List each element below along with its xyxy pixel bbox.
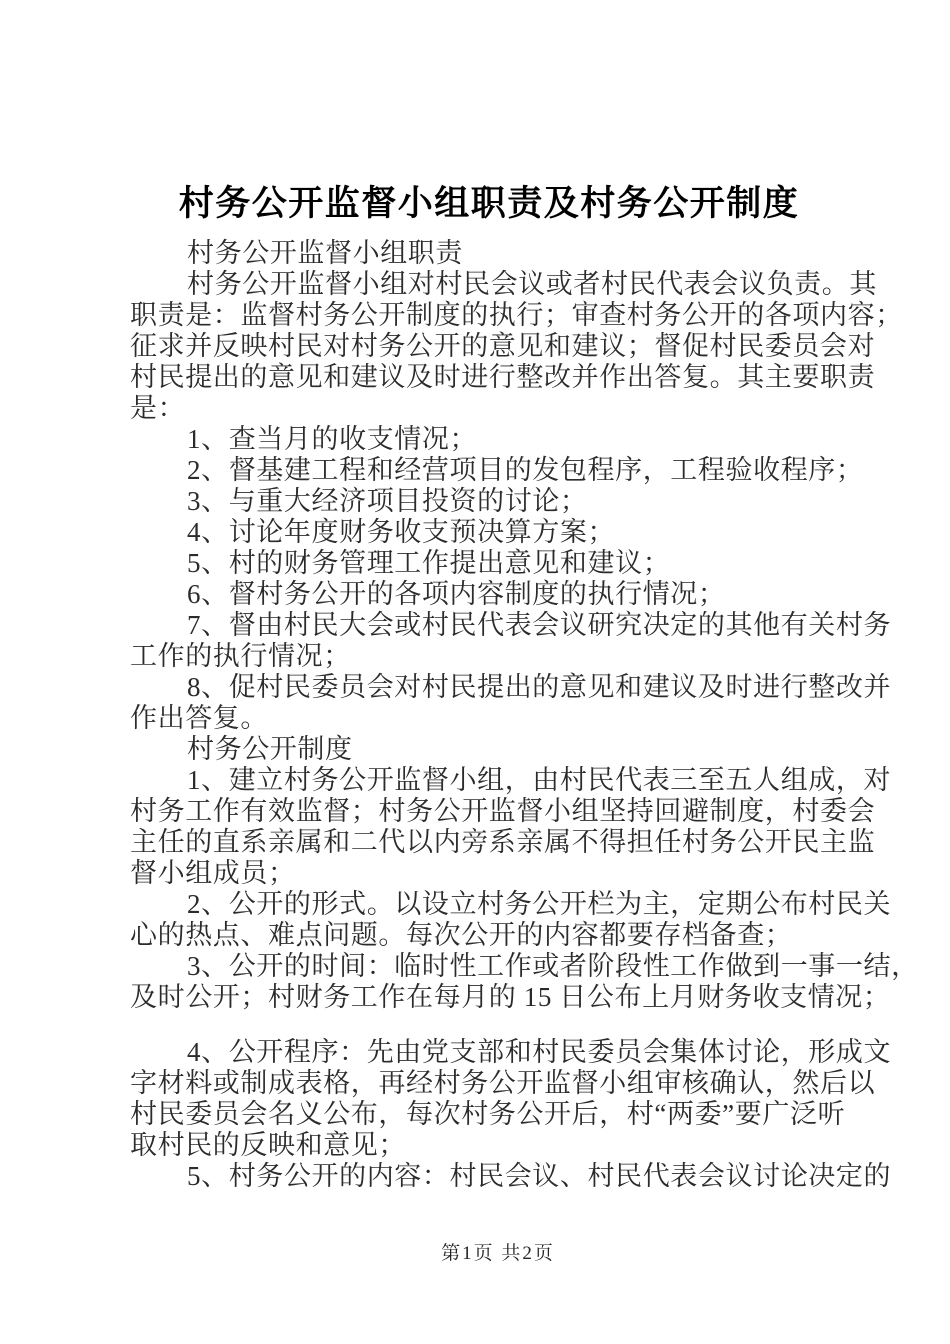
text-line: 6、督村务公开的各项内容制度的执行情况； [187, 579, 726, 609]
text-line: 4、讨论年度财务收支预决算方案； [187, 517, 616, 547]
text-line: 村务工作有效监督；村务公开监督小组坚持回避制度，村委会 [130, 796, 876, 826]
text-line: 及时公开；村财务工作在每月的 15 日公布上月财务收支情况； [130, 982, 891, 1012]
text-line: 3、与重大经济项目投资的讨论； [187, 486, 588, 516]
text-line: 是： [130, 393, 186, 423]
text-line: 职责是：监督村务公开制度的执行；审查村务公开的各项内容； [130, 300, 903, 330]
text-line: 3、公开的时间：临时性工作或者阶段性工作做到一事一结， [187, 951, 919, 981]
text-line: 村民提出的意见和建议及时进行整改并作出答复。其主要职责 [130, 362, 876, 392]
page-title: 村务公开监督小组职责及村务公开制度 [178, 184, 800, 223]
text-line: 工作的执行情况； [130, 641, 351, 671]
text-line: 村民委员会名义公布，每次村务公开后，村“两委”要广泛听 [130, 1099, 846, 1129]
text-line: 作出答复。 [130, 703, 268, 733]
text-line: 督小组成员； [130, 858, 296, 888]
paragraph-gap [130, 1013, 870, 1037]
text-line: 村务公开制度 [187, 734, 353, 764]
text-line: 2、公开的形式。以设立村务公开栏为主，定期公布村民关 [187, 889, 892, 919]
text-line: 村务公开监督小组对村民会议或者村民代表会议负责。其 [187, 269, 877, 299]
text-line: 征求并反映村民对村务公开的意见和建议；督促村民委员会对 [130, 331, 876, 361]
text-line: 8、促村民委员会对村民提出的意见和建议及时进行整改并 [187, 672, 892, 702]
text-line: 7、督由村民大会或村民代表会议研究决定的其他有关村务 [187, 610, 892, 640]
text-line: 村务公开监督小组职责 [187, 238, 463, 268]
document-body [130, 238, 919, 1192]
text-line: 心的热点、难点问题。每次公开的内容都要存档备查； [130, 920, 793, 950]
text-line: 5、村的财务管理工作提出意见和建议； [187, 548, 671, 578]
text-line: 字材料或制成表格，再经村务公开监督小组审核确认，然后以 [130, 1068, 876, 1098]
text-line: 取村民的反映和意见； [130, 1130, 406, 1160]
text-line: 1、建立村务公开监督小组，由村民代表三至五人组成，对 [187, 765, 892, 795]
page-footer: 第1页 共2页 [441, 1243, 555, 1264]
text-line: 2、督基建工程和经营项目的发包程序，工程验收程序； [187, 455, 864, 485]
text-line: 1、查当月的收支情况； [187, 424, 478, 454]
text-line: 4、公开程序：先由党支部和村民委员会集体讨论，形成文 [187, 1037, 892, 1067]
text-line: 5、村务公开的内容：村民会议、村民代表会议讨论决定的 [187, 1161, 892, 1191]
text-line: 主任的直系亲属和二代以内旁系亲属不得担任村务公开民主监 [130, 827, 876, 857]
